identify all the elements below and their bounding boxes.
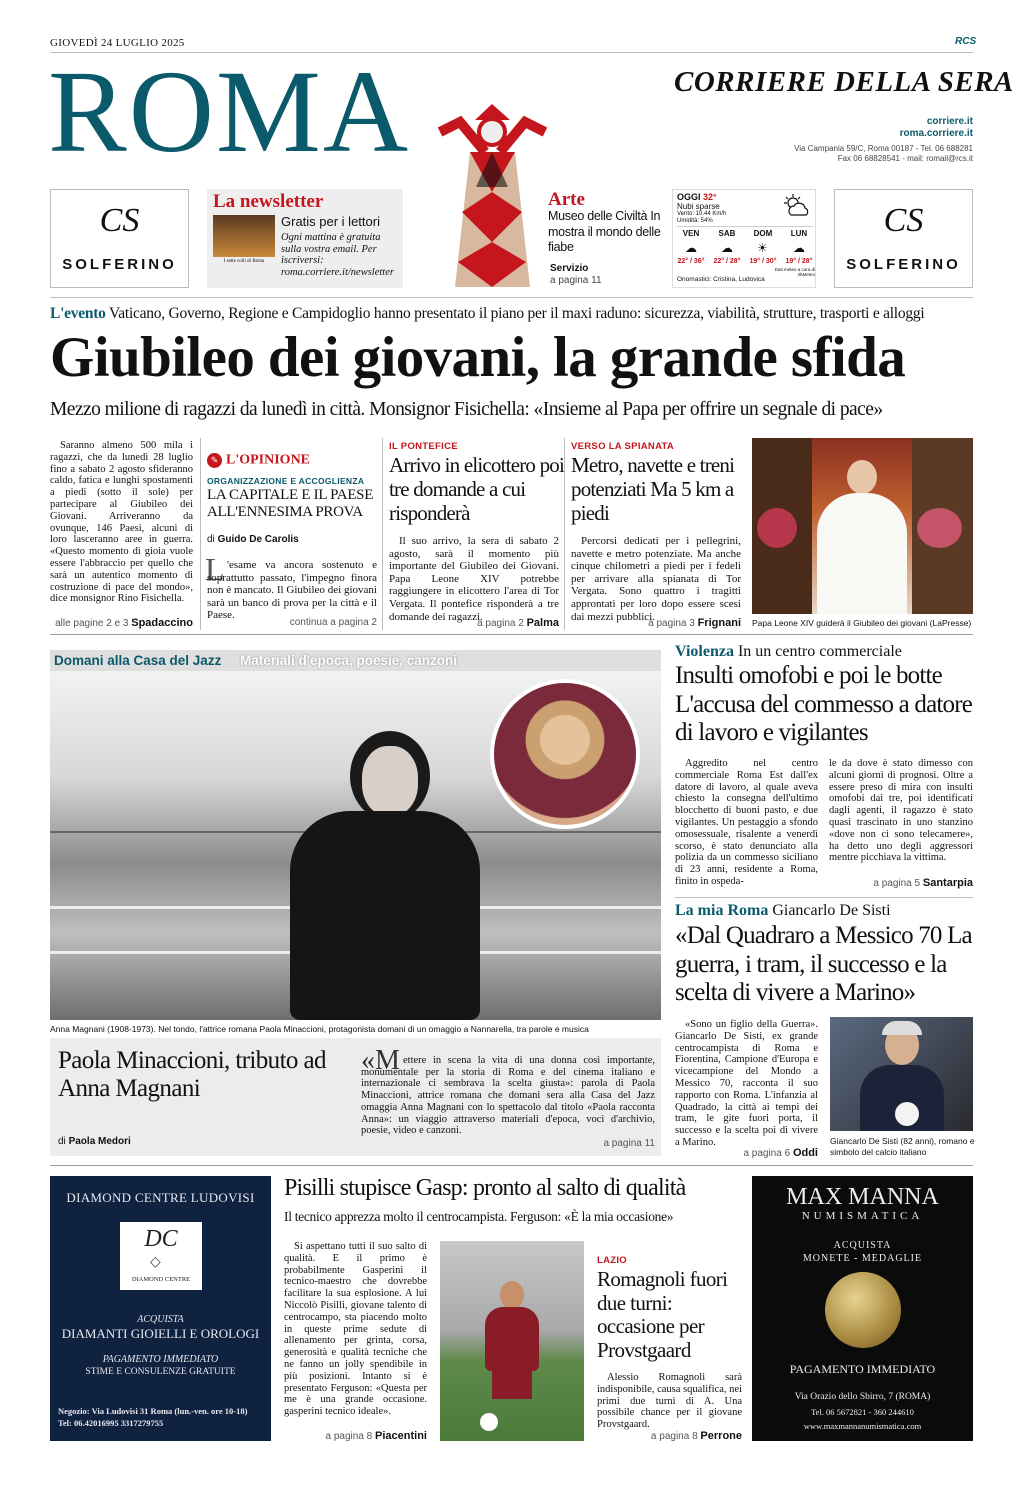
violenza-overline-line bbox=[675, 643, 902, 661]
maxmanna-acquista: ACQUISTA bbox=[833, 1240, 892, 1251]
opinion-icon: ✎ bbox=[207, 453, 222, 468]
cloudy-icon: ☁ bbox=[721, 241, 733, 255]
newsletter-text: Ogni mattina è gratuita sulla vostra email. Per iscriversi: roma.corriere.it/newsletter bbox=[281, 232, 394, 278]
opinione-title[interactable]: LA CAPITALE E IL PAESE ALL'ENNESIMA PROVA bbox=[207, 487, 374, 520]
web-link-1[interactable]: corriere.it bbox=[926, 116, 973, 127]
arte-kicker: Arte bbox=[548, 189, 585, 210]
diamond-logo-mark: DC bbox=[144, 1226, 178, 1252]
weather-today-temp: 32° bbox=[703, 192, 717, 202]
jazz-caption: Anna Magnani (1908-1973). Nel tondo, l'attrice romana Paola Minaccioni, protagonista domani di un omaggio a Nannarella, tra parole e musica bbox=[50, 1024, 589, 1034]
solferino-label: SOLFERINO bbox=[846, 256, 961, 273]
maxmanna-ad[interactable] bbox=[752, 1176, 973, 1441]
pisilli-headline[interactable]: Pisilli stupisce Gasp: pronto al salto di qualità bbox=[284, 1175, 686, 1201]
lead-kicker: L'evento bbox=[50, 305, 106, 322]
lazio-ref-author[interactable]: Perrone bbox=[700, 1430, 742, 1442]
jazz-quote: ettere in scena la vita di una donna così importante, monumentale per la storia di Roma e del cinema italiano e internazionale ci sembrava la scelta giusta»: parola di Paola Minaccioni, attrice romana che domani sera alla Casa del Jazz omaggia Anna Magnani con lo spettacolo dal titolo «Paola racconta Anna»: un viaggio attraverso materiali d'epoca, voci d'archivio, poesie, video e canzoni. bbox=[361, 1055, 655, 1137]
web-link-2[interactable]: roma.corriere.it bbox=[899, 128, 973, 139]
diamond-icon: ◇ bbox=[150, 1255, 161, 1270]
newsletter-subtitle: Gratis per i lettori bbox=[281, 214, 380, 229]
diamond-tel: Tel: 06.42016995 3317279755 bbox=[58, 1418, 164, 1428]
opinione-kicker: ORGANIZZAZIONE E ACCOGLIENZA bbox=[207, 476, 365, 486]
weather-day-1: VEN bbox=[682, 229, 700, 238]
address: Via Campania 59/C, Roma 00187 - Tel. 06 688281 bbox=[794, 144, 973, 153]
lazio-body: Alessio Romagnoli sarà indisponibile, causa squalifica, nei primi due turni di A. Una possibile chance per il giovane Provstgaard. bbox=[597, 1372, 742, 1431]
diamond-shop: Negozio: Via Ludovisi 31 Roma (lun.-ven. ore 10-18) bbox=[58, 1406, 248, 1416]
miaroma-overline-line bbox=[675, 902, 891, 920]
weather-credit: Dati meteo a cura di 3bMeteo bbox=[774, 267, 815, 277]
jazz-ref[interactable]: a pagina 11 bbox=[603, 1138, 655, 1149]
pisilli-photo bbox=[440, 1241, 584, 1441]
pontefice-body: Il suo arrivo, la sera di sabato 2 agosto, sarà il momento più importante del Giubileo dei Giovani. Papa Leone XIV potrebbe raggiungere in elicottero l'area di Tor Vergata. Il pontefice risponderà a tre domande dei ragazzi. bbox=[389, 535, 559, 623]
coin-icon bbox=[825, 1272, 901, 1348]
arte-ref-page: a pagina 11 bbox=[550, 275, 602, 286]
opinione-dropcap: L bbox=[205, 551, 225, 587]
desisti-caption: Giancarlo De Sisti (82 anni), romano e simbolo del calcio italiano bbox=[830, 1136, 975, 1157]
minaccioni-portrait bbox=[490, 679, 640, 829]
diamond-items: DIAMANTI GIOIELLI E OROLOGI bbox=[61, 1326, 260, 1341]
arte-text: Museo delle Civiltà In mostra il mondo delle fiabe bbox=[548, 209, 661, 254]
rcs-logo: RCS bbox=[955, 36, 977, 47]
solferino-mark: CS bbox=[99, 202, 140, 239]
maxmanna-pay: PAGAMENTO IMMEDIATO bbox=[789, 1362, 936, 1376]
pontefice-kicker: IL PONTEFICE bbox=[389, 441, 458, 452]
lead-ref-author[interactable]: Spadaccino bbox=[131, 617, 193, 629]
opinione-body: 'esame va ancora sostenuto e soprattutto passato, l'impegno finora non è mancato. Il Giubileo dei giovani sarà un banco di prova per la città e il Paese. bbox=[207, 559, 377, 622]
pisilli-ref bbox=[284, 1430, 427, 1442]
lead-headline[interactable]: Giubileo dei giovani, la grande sfida bbox=[50, 326, 906, 389]
miaroma-ref-author[interactable]: Oddi bbox=[792, 1147, 818, 1159]
city-title: ROMA bbox=[48, 46, 411, 177]
partly-cloudy-icon bbox=[781, 193, 811, 219]
miaroma-ref-pre: a pagina 6 bbox=[743, 1148, 791, 1159]
violenza-headline[interactable]: Insulti omofobi e poi le botte L'accusa del commesso a datore di lavoro e vigilantes bbox=[675, 662, 973, 746]
weather-day-4: LUN bbox=[790, 229, 808, 238]
maxmanna-tel: Tel. 06 5672821 - 360 244610 bbox=[811, 1407, 914, 1417]
fax: Fax 06 68828541 - mail: romail@rcs.it bbox=[837, 154, 973, 163]
newsletter-thumb-caption: I sette colli di Roma bbox=[223, 259, 265, 264]
miaroma-body: «Sono un figlio della Guerra». Giancarlo De Sisti, ex grande centrocampista di Roma e Fiorentina, Campione d'Europa e vicecampione del Mondo a Messico 70, racconta il suo rapporto con Roma. L'infanzia al Quadrado, la città ai tempi dei tram, le gite fuori porta, il successo e la scelta poi di vivere a Marino. bbox=[675, 1019, 818, 1148]
solferino-label: SOLFERINO bbox=[62, 256, 177, 273]
newsletter-title: La newsletter bbox=[213, 191, 324, 212]
pisilli-body: Si aspettano tutti il suo salto di qualità. E il primo è probabilmente Gasperini il tecnico-maestro che dovrebbe facilitare la sua esplosione. A lui Niccolò Pisilli, giovane talento di centrocampo, sta piacendo molto in queste prime sedute di allenamento per grinta, corsa, generosità e qualità tecniche che ne fanno un jolly spendibile in più posizioni. Intanto si è presentato Ferguson: «Questa per me è una grande occasione. gasperini tecnico ideale». bbox=[284, 1241, 427, 1418]
weather-today-desc: Nubi sparse bbox=[677, 202, 720, 211]
spianata-ref-pre: a pagina 3 bbox=[648, 618, 695, 629]
opinione-label: L'OPINIONE bbox=[226, 452, 311, 468]
violenza-body-2: le da dove è stato dimesso con alcuni giorni di prognosi. Oltre a essere preso di mira con insulti omofobi dai tre, poi identificati dagli agenti, il ragazzo è stato quasi trascinato in uno stanzino «dove non ci sono telecamere», ha detto uno degli aggressori mentre picchiava la vittima. bbox=[829, 758, 973, 864]
miaroma-headline[interactable]: «Dal Quadraro a Messico 70 La guerra, i tram, il successo e la scelta di vivere a Marino» bbox=[675, 922, 972, 1006]
miaroma-overline: Giancarlo De Sisti bbox=[772, 902, 891, 919]
cloudy-icon: ☁ bbox=[685, 241, 697, 255]
maxmanna-items: MONETE - MEDAGLIE bbox=[802, 1253, 923, 1264]
cloudy-icon: ☁ bbox=[793, 241, 805, 255]
weather-box bbox=[672, 189, 816, 288]
diamond-logo-text: DIAMOND CENTRE bbox=[131, 1276, 191, 1283]
diamond-logo bbox=[120, 1222, 202, 1290]
lazio-ref bbox=[597, 1430, 742, 1442]
weather-temps-2: 22° / 28° bbox=[713, 258, 741, 265]
pope-photo bbox=[752, 438, 973, 614]
opinione-ref[interactable]: continua a pagina 2 bbox=[289, 617, 377, 628]
lead-overline-line bbox=[50, 305, 975, 323]
miaroma-kicker: La mia Roma bbox=[675, 902, 769, 919]
opinione-by: di bbox=[207, 534, 215, 545]
onomastici: Onomastici: Cristina, Ludovica bbox=[677, 276, 765, 283]
harlequin-figure bbox=[430, 92, 555, 287]
violenza-body-1: Aggredito nel centro commerciale Roma Est dall'ex datore di lavoro, al quale aveva chiesto la consegna dell'ultimo blocchetto di buoni pasto, e due vigilantes. Un pestaggio a sfondo omosessuale, risalente a venerdì scorso, è stato denunciato alla polizia da un commesso siciliano di 23 anni, residente a Roma, finito in ospeda- bbox=[675, 758, 818, 887]
lead-body: Saranno almeno 500 mila i ragazzi, che da lunedì 28 luglio fino a sabato 2 agosto sfideranno caldo, fatica e lunghi spostamenti a piedi (sotto il sole) per partecipare al Giubileo dei Giovani. Arriveranno da ovunque, 146 Paesi, alcuni di loro lasceranno aree in guerra. «Questo momento di gioia vuole essere l'abbraccio per quello che sarà un autentico momento di costruzione di pace del mondo», dice monsignor Rino Fisichella. bbox=[50, 440, 193, 605]
newsletter-box[interactable] bbox=[207, 189, 403, 288]
jazz-author: Paola Medori bbox=[68, 1136, 131, 1147]
pisilli-subhead: Il tecnico apprezza molto il centrocampista. Ferguson: «È la mia occasione» bbox=[284, 1209, 674, 1224]
violenza-overline: In un centro commerciale bbox=[737, 643, 902, 660]
maxmanna-title: MAX MANNA bbox=[786, 1184, 939, 1210]
issue-date: GIOVEDÌ 24 LUGLIO 2025 bbox=[50, 37, 185, 49]
magnani-photo bbox=[50, 671, 661, 1020]
weather-day-2: SAB bbox=[718, 229, 736, 238]
pontefice-title[interactable]: Arrivo in elicottero poi tre domande a cui risponderà bbox=[389, 453, 564, 525]
maxmanna-addr: Via Orazio dello Sbirro, 7 (ROMA) bbox=[794, 1392, 931, 1402]
spianata-body: Percorsi dedicati per i pellegrini, navette e metro potenziate. Ma anche cinque chilometri a piedi per i fedeli per arrivare alla spianata di Tor Vergata. Sono quattro i tragitti approntati per loro dopo essere scesi dai mezzi pubblici. bbox=[571, 535, 741, 623]
weather-temps-3: 19° / 30° bbox=[749, 258, 777, 265]
solferino-ad-left[interactable] bbox=[50, 189, 189, 288]
pisilli-ref-pre: a pagina 8 bbox=[325, 1431, 373, 1442]
lead-ref-pre: alle pagine 2 e 3 bbox=[55, 618, 129, 629]
maxmanna-web[interactable]: www.maxmannanumismatica.com bbox=[803, 1421, 922, 1431]
spianata-ref-author[interactable]: Frignani bbox=[697, 617, 741, 629]
sun-icon: ☀ bbox=[757, 241, 768, 255]
lazio-title[interactable]: Romagnoli fuori due turni: occasione per Provstgaard bbox=[597, 1267, 728, 1362]
newsletter-thumb bbox=[213, 215, 275, 257]
paper-name: CORRIERE DELLA SERA bbox=[674, 66, 1014, 98]
lead-ref bbox=[50, 617, 193, 629]
jazz-overline: Materiali d'epoca, poesie, canzoni bbox=[240, 653, 458, 668]
violenza-ref-pre: a pagina 5 bbox=[873, 878, 921, 889]
diamond-pay: PAGAMENTO IMMEDIATO bbox=[102, 1354, 219, 1365]
violenza-ref-author[interactable]: Santarpia bbox=[922, 877, 973, 889]
diamond-title: DIAMOND CENTRE LUDOVISI bbox=[66, 1190, 255, 1205]
violenza-ref bbox=[829, 877, 973, 889]
arte-ref-label: Servizio bbox=[550, 263, 589, 274]
lazio-ref-pre: a pagina 8 bbox=[650, 1431, 698, 1442]
weather-wind: Vento: 10.44 Km/h bbox=[677, 211, 727, 217]
weather-temps-1: 22° / 36° bbox=[677, 258, 705, 265]
jazz-by: di bbox=[58, 1136, 66, 1147]
diamond-acquista: ACQUISTA bbox=[137, 1314, 184, 1325]
maxmanna-subtitle: NUMISMATICA bbox=[801, 1210, 924, 1222]
pontefice-ref-pre: a pagina 2 bbox=[477, 618, 524, 629]
weather-temps-4: 19° / 28° bbox=[785, 258, 813, 265]
diamond-ad[interactable] bbox=[50, 1176, 271, 1441]
desisti-photo bbox=[830, 1017, 973, 1131]
solferino-ad-right[interactable] bbox=[834, 189, 973, 288]
spianata-kicker: VERSO LA SPIANATA bbox=[571, 441, 675, 452]
diamond-extra: STIME E CONSULENZE GRATUITE bbox=[85, 1367, 236, 1377]
weather-day-3: DOM bbox=[753, 229, 773, 238]
pope-caption: Papa Leone XIV guiderà il Giubileo dei giovani (LaPresse) bbox=[752, 618, 972, 628]
opinione-header bbox=[207, 451, 377, 469]
miaroma-ref bbox=[675, 1147, 818, 1159]
pontefice-ref-author[interactable]: Palma bbox=[526, 617, 559, 629]
spianata-ref bbox=[571, 617, 741, 629]
opinione-author: Guido De Carolis bbox=[217, 534, 299, 545]
jazz-quote-open: «M bbox=[361, 1045, 400, 1076]
spianata-title[interactable]: Metro, navette e treni potenziati Ma 5 km a piedi bbox=[571, 453, 735, 525]
lazio-kicker: LAZIO bbox=[597, 1255, 627, 1266]
jazz-kicker: Domani alla Casa del Jazz bbox=[54, 653, 222, 668]
weather-today-label: OGGI bbox=[677, 192, 701, 202]
pisilli-ref-author[interactable]: Piacentini bbox=[375, 1430, 427, 1442]
arte-box[interactable] bbox=[548, 189, 666, 288]
pontefice-ref bbox=[389, 617, 559, 629]
solferino-mark: CS bbox=[883, 202, 924, 239]
jazz-headline[interactable]: Paola Minaccioni, tributo ad Anna Magnani bbox=[58, 1047, 326, 1102]
violenza-kicker: Violenza bbox=[675, 643, 734, 660]
lead-subhead: Mezzo milione di ragazzi da lunedì in città. Monsignor Fisichella: «Insieme al Papa per offrire un segnale di pace» bbox=[50, 399, 883, 420]
weather-humidity: Umidità: 54% bbox=[677, 218, 713, 224]
lead-overline: Vaticano, Governo, Regione e Campidoglio hanno presentato il piano per il maxi raduno: sicurezza, viabilità, strutture, trasporti e alloggi bbox=[109, 305, 925, 322]
